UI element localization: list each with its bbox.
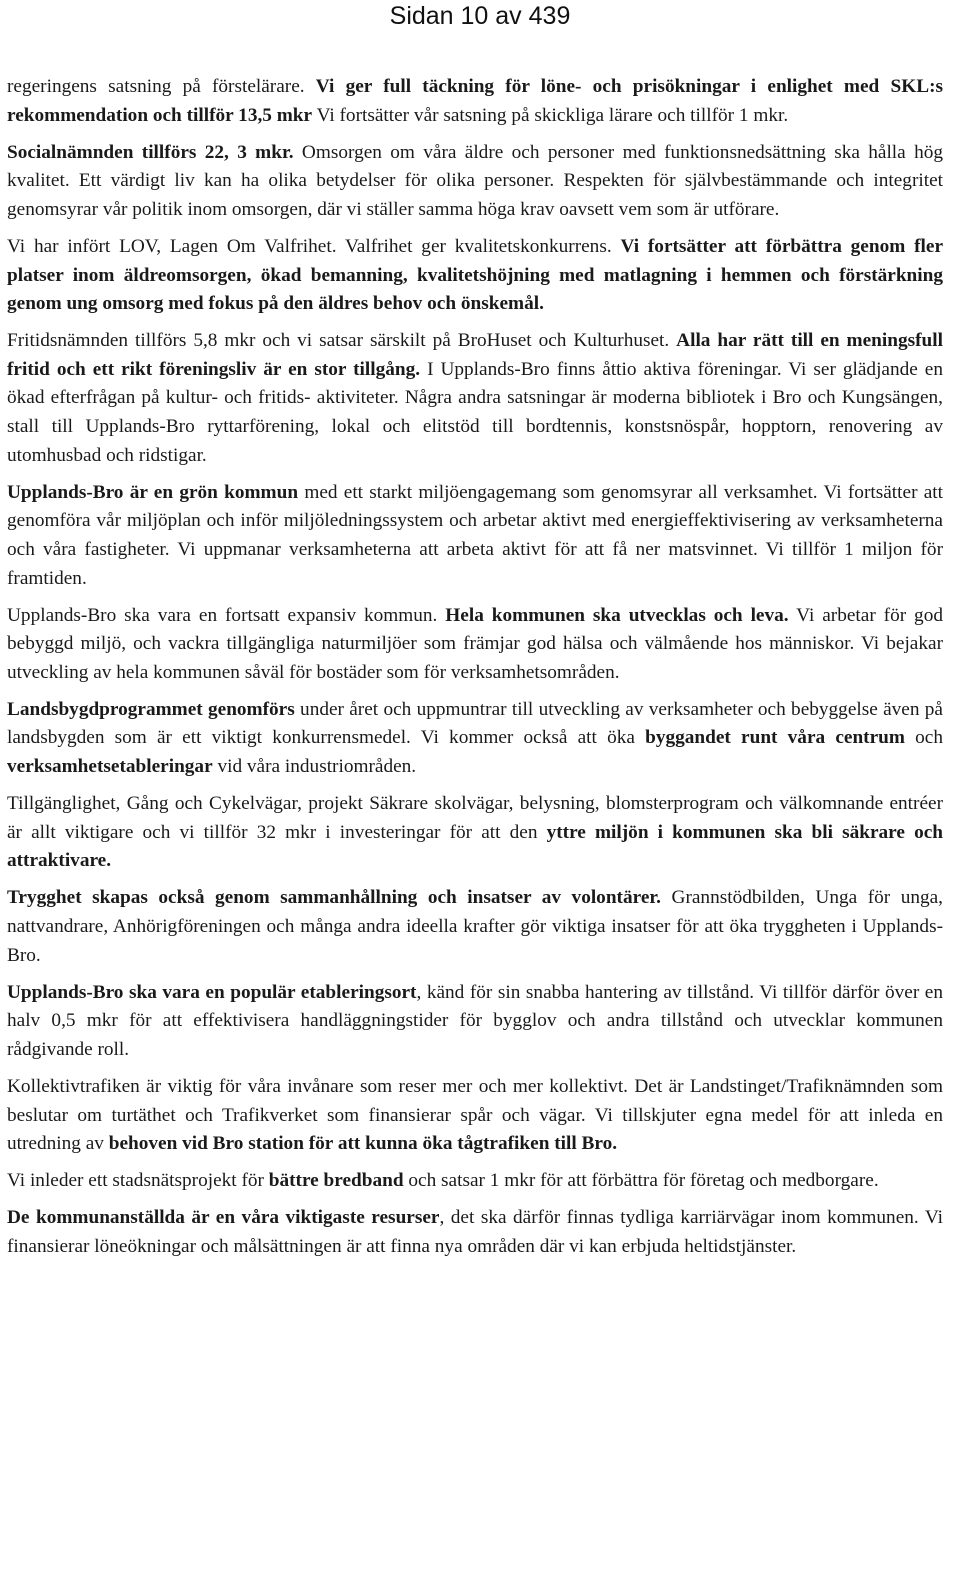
bold-text-segment: Landsbygdprogrammet genomförs [7,698,295,720]
body-paragraph [7,1204,943,1261]
bold-text-segment: Upplands-Bro ska vara en populär etableringsort [7,981,417,1003]
bold-text-segment: De kommunanställda är en våra viktigaste resurser [7,1207,440,1229]
body-paragraph [7,233,943,319]
body-paragraph [7,979,943,1065]
bold-text-segment: byggandet runt våra centrum [645,727,905,749]
text-segment: Kollektivtrafiken är viktig för våra invånare som reser mer och mer kollektivt. Det är Landstinget/Trafiknämnden som beslutar om turtäthet och Trafikverket som finansierar spår och vägar. Vi tillskjuter egna medel för att inleda en utredning av [7,1076,943,1155]
text-segment: Grannstödbilden, Unga för unga, nattvandrare, Anhörigföreningen och många andra ideella krafter gör viktiga insatser för att öka tryggheten i Upplands-Bro. [7,887,944,966]
bold-text-segment: verksamhetsetableringar [7,756,213,778]
page-header [0,0,960,36]
bold-text-segment: Trygghet skapas också genom sammanhållning och insatser av volontärer. [7,887,661,909]
page-number-label: Sidan 10 av 439 [389,2,571,30]
bold-text-segment: Vi ger full täckning för löne- och prisökningar i enlighet med SKL:s rekommendation och tillför 13,5 mkr [7,76,943,126]
text-segment: med ett starkt miljöengagemang som genomsyrar all verksamhet. Vi fortsätter att genomföra vår miljöplan och inför miljöledningssystem och arbetar aktivt med energieffektivisering av verksamheterna och våra fastigheter. Vi uppmanar verksamheterna att arbeta aktivt för att få ner matsvinnet. Vi tillför 1 miljon för framtiden. [7,481,944,589]
text-segment: Vi inleder ett stadsnätsprojekt för [7,1170,269,1192]
body-paragraph [7,73,943,130]
bold-text-segment: behoven vid Bro station för att kunna öka tågtrafiken till Bro. [108,1133,618,1155]
body-paragraph [7,327,943,470]
body-paragraph [7,696,943,782]
body-paragraph [7,790,943,876]
text-segment: Vi har infört LOV, Lagen Om Valfrihet. Valfrihet ger kvalitetskonkurrens. [7,235,621,257]
text-segment: och [904,727,943,749]
bold-text-segment: Vi fortsätter att förbättra genom fler platser inom äldreomsorgen, ökad bemanning, kvalitetshöjning med matlagning i hemmen och förstärkning genom ung omsorg med fokus på den äldres behov och önskemål. [7,235,944,315]
body-paragraph [7,1167,943,1196]
bold-text-segment: yttre miljön i kommunen ska bli säkrare och attraktivare. [7,821,943,872]
body-paragraph [7,884,943,970]
body-paragraph [7,1073,943,1159]
text-segment: , det ska därför finnas tydliga karriärvägar inom kommunen. Vi finansierar löneökningar och målsättningen är att finna nya områden där vi kan erbjuda heltidstjänster. [7,1207,943,1257]
text-segment: regeringens satsning på förstelärare. [7,76,316,97]
bold-text-segment: Hela kommunen ska utvecklas och leva. [445,604,789,626]
text-segment: Fritidsnämnden tillförs 5,8 mkr och vi satsar särskilt på BroHuset och Kulturhuset. [7,330,677,352]
text-segment: Upplands-Bro ska vara en fortsatt expansiv kommun. [7,604,446,626]
text-segment: , känd för sin snabba hantering av tillstånd. Vi tillför därför över en halv 0,5 mkr för att effektivisera handläggningstider för bygglov och andra tillstånd och utvecklar kommunen rådgivande roll. [7,981,943,1060]
bold-text-segment: Upplands-Bro är en grön kommun [7,481,299,503]
body-paragraph [7,139,943,225]
text-segment: och satsar 1 mkr för att förbättra för företag och medborgare. [403,1170,879,1192]
body-paragraph [7,602,943,688]
text-segment: Vi arbetar för god bebyggd miljö, och vackra tillgängliga naturmiljöer som främjar god hälsa och välmående hos människor. Vi bejakar utveckling av hela kommunen såväl för bostäder som för verksamhetsområden. [7,604,943,683]
text-segment: vid våra industriområden. [212,756,417,778]
text-segment: under året och uppmuntrar till utveckling av verksamheter och bebyggelse även på landsbygden som är ett viktigt konkurrensmedel. Vi kommer också att öka [7,698,943,749]
text-segment: Vi fortsätter vår satsning på skickliga lärare och tillför 1 mkr. [312,104,789,126]
document-body [7,73,943,1270]
text-segment: Omsorgen om våra äldre och personer med funktionsnedsättning ska hålla hög kvalitet. Ett värdigt liv kan ha olika betydelser för olika personer. Respekten för självbestämmande och integritet genomsyrar vår politik inom omsorgen, där vi ställer samma höga krav oavsett vem som är utförare. [7,141,943,220]
text-segment: I Upplands-Bro finns åttio aktiva föreningar. Vi ser glädjande en ökad efterfrågan på kultur- och fritids- aktiviteter. Några andra satsningar är moderna bibliotek i Bro och Kungsängen, stall till Upplands-Bro ryttarförening, lokal och elitstöd till bordtennis, konstsnöspår, hopptorn, renovering av utomhusbad och ridstigar. [7,358,943,466]
bold-text-segment: Socialnämnden tillförs 22, 3 mkr. [7,141,294,163]
bold-text-segment: Alla har rätt till en meningsfull fritid och ett rikt föreningsliv är en stor tillgång. [7,330,943,380]
body-paragraph [7,479,943,593]
bold-text-segment: bättre bredband [268,1170,404,1192]
text-segment: Tillgänglighet, Gång och Cykelvägar, projekt Säkrare skolvägar, belysning, blomsterprogram och välkomnande entréer är allt viktigare och vi tillför 32 mkr i investeringar för att den [7,793,943,843]
